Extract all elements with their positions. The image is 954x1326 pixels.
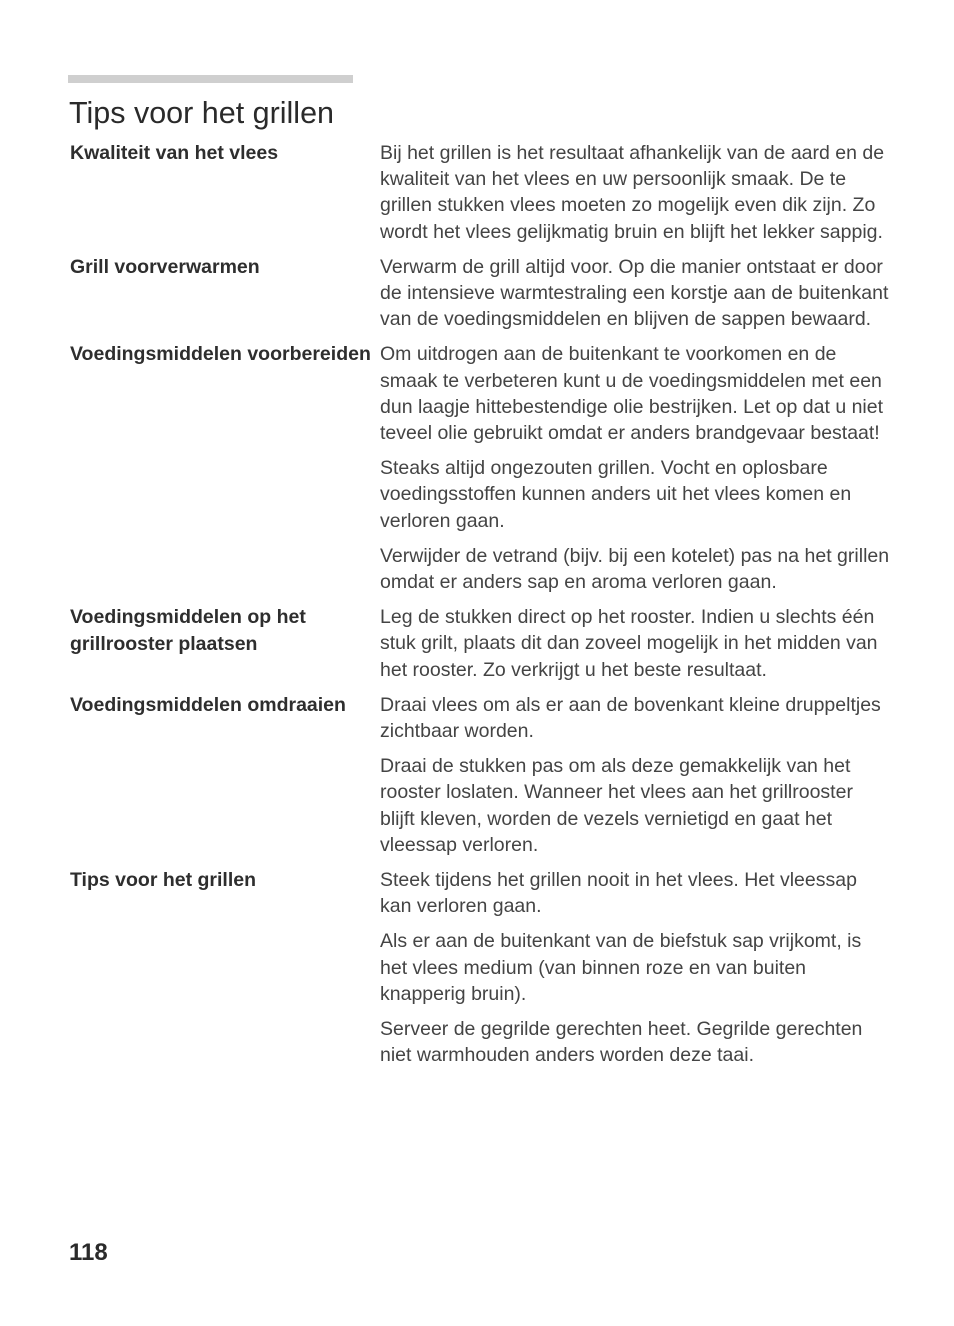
- section-body: [380, 604, 890, 683]
- section-heading: Tips voor het grillen: [70, 869, 257, 892]
- content-area: [70, 140, 890, 1078]
- paragraph: Verwarm de grill altijd voor. Op die manier ontstaat er door de intensieve warmtestraling een korstje aan de buitenkant van de voedingsmiddelen en blijven de sappen bewaard.: [380, 255, 889, 331]
- section-body: [380, 140, 890, 245]
- paragraph: Om uitdrogen aan de buitenkant te voorkomen en de smaak te verbeteren kunt u de voedingsmiddelen met een dun laagje hittebestendige olie bestrijken. Let op dat u niet teveel olie gebruikt omdat er anders brandgevaar bestaat!: [380, 343, 884, 445]
- paragraph: Als er aan de buitenkant van de biefstuk sap vrijkomt, is het vlees medium (van binnen roze en van buiten knapperig bruin).: [380, 930, 862, 1005]
- paragraph: Draai vlees om als er aan de bovenkant kleine druppeltjes zichtbaar worden.: [380, 693, 881, 743]
- title-rule: [68, 75, 353, 83]
- paragraph: Bij het grillen is het resultaat afhankelijk van de aard en de kwaliteit van het vlees en uw persoonlijk smaak. De te grillen stukken vlees moeten zo mogelijk even dik zijn. Zo wordt het vlees gelijkmatig bruin en blijft het lekker sappig.: [380, 142, 885, 243]
- paragraph: Draai de stukken pas om als deze gemakkelijk van het rooster loslaten. Wanneer het vlees aan het grillrooster blijft kleven, worden de vezels vernietigd en gaat het vleessap verloren.: [380, 755, 853, 856]
- section: [70, 254, 890, 333]
- paragraph: Leg de stukken direct op het rooster. Indien u slechts één stuk grilt, plaats dit dan zoveel mogelijk in het midden van het rooster. Zo verkrijgt u het beste resultaat.: [380, 606, 878, 681]
- paragraph: Verwijder de vetrand (bijv. bij een kotelet) pas na het grillen omdat er anders sap en aroma verloren gaan.: [380, 544, 890, 594]
- section: [70, 867, 890, 1068]
- section-body: [380, 867, 890, 1068]
- section-body: [380, 692, 890, 858]
- section-heading: Voedingsmiddelen omdraaien: [70, 693, 346, 716]
- paragraph: Steaks altijd ongezouten grillen. Vocht en oplosbare voedingsstoffen kunnen anders uit het vlees komen en verloren gaan.: [380, 457, 852, 532]
- section: [70, 604, 890, 683]
- section-heading: Kwaliteit van het vlees: [70, 142, 279, 164]
- paragraph: Serveer de gegrilde gerechten heet. Gegrilde gerechten niet warmhouden anders worden deze taai.: [380, 1018, 863, 1067]
- page-number: 118: [69, 1239, 108, 1266]
- section: [70, 341, 890, 595]
- section: [70, 692, 890, 858]
- section-heading: Voedingsmiddelen voorbereiden: [70, 343, 371, 366]
- section-body: [380, 341, 890, 595]
- page-title: Tips voor het grillen: [69, 96, 335, 130]
- section-heading: Voedingsmiddelen op het grillrooster plaatsen: [70, 606, 306, 655]
- section-body: [380, 254, 890, 333]
- section: [70, 140, 890, 245]
- section-heading: Grill voorverwarmen: [70, 255, 260, 278]
- paragraph: Steek tijdens het grillen nooit in het vlees. Het vleessap kan verloren gaan.: [380, 869, 857, 918]
